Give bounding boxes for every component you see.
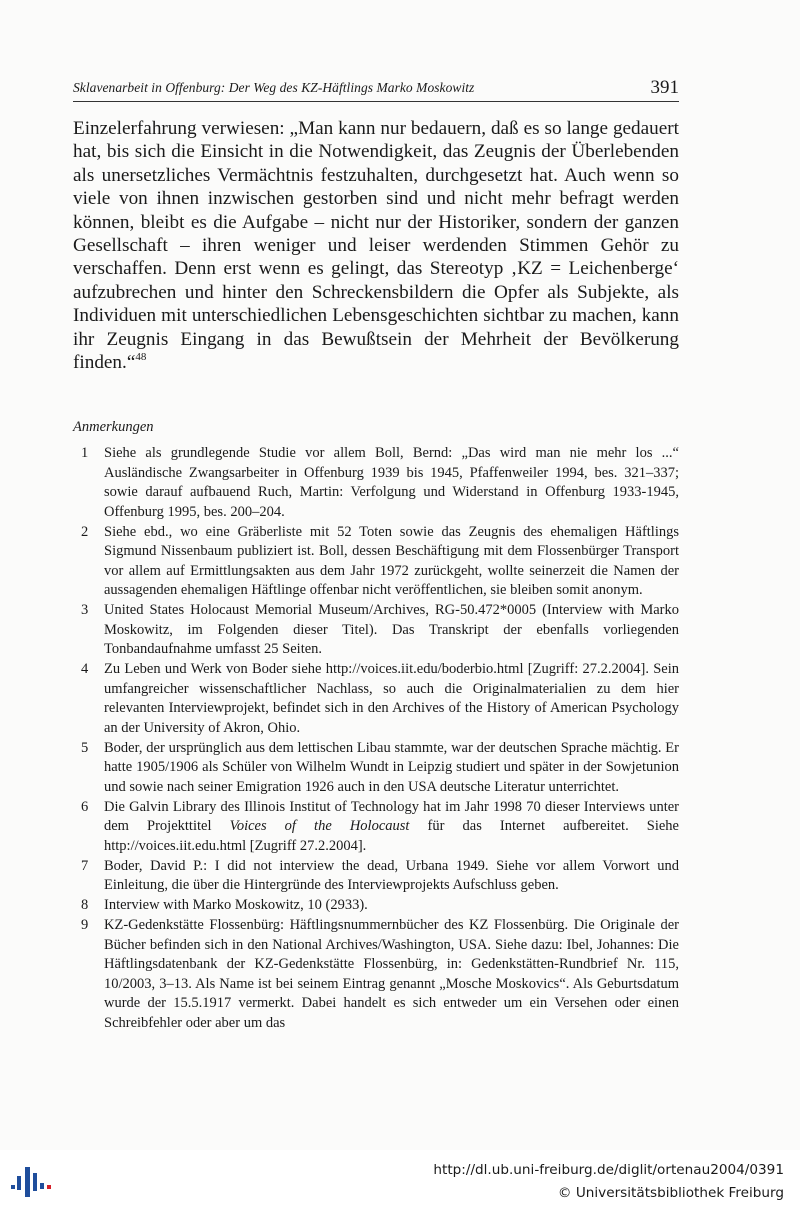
- footer-url-link[interactable]: http://dl.ub.uni-freiburg.de/diglit/ortenau2004/0391: [433, 1162, 784, 1178]
- running-head: [73, 76, 679, 102]
- notes-heading: Anmerkungen: [73, 419, 154, 435]
- note-text: Boder, David P.: I did not interview the dead, Urbana 1949. Siehe vor allem Vorwort und Einleitung, die über die Hintergründe des Interviewprojekts Aufschluss geben.: [104, 857, 679, 893]
- logo-bar: [33, 1173, 37, 1191]
- body-paragraph-text: Einzelerfahrung verwiesen: „Man kann nur bedauern, daß es so lange gedauert hat, bis sich die Einsicht in die Notwendigkeit, das Zeugnis der Überlebenden als unersetzliches Vermächtnis festzuhalten, durchgesetzt hat. Auch wenn so viele von ihnen inzwischen gestorben sind und nicht mehr befragt werden können, bleibt es die Aufgabe – nicht nur der Historiker, sondern der ganzen Gesellschaft – ihren weniger und leiser werdenden Stimmen Gehör zu verschaffen. Denn erst wenn es gelingt, das Stereotyp ‚KZ = Leichenberge‘ aufzubrechen und hinter den Schreckensbildern die Opfer als Subjekte, als Individuen mit unterschiedlichen Lebensgeschichten sichtbar zu machen, kann ihr Zeugnis Eingang in das Bewußtsein der Mehrheit der Bevölkerung finden.“: [73, 118, 679, 374]
- note-item: [73, 523, 679, 601]
- note-italic-title: Voices of the Holocaust: [229, 818, 410, 834]
- note-number: 7: [81, 857, 89, 874]
- note-text-part: für das Internet aufbereitet. Siehe http://voices.iit.edu.html [Zugriff 27.2.2004].: [104, 818, 679, 854]
- note-item: [73, 916, 679, 1033]
- running-title: Sklavenarbeit in Offenburg: Der Weg des KZ-Häftlings Marko Moskowitz: [73, 80, 475, 95]
- note-number: 3: [81, 602, 89, 618]
- logo-bar: [17, 1176, 21, 1190]
- note-number: 2: [81, 523, 89, 540]
- page-number: 391: [650, 77, 679, 98]
- footer-bar: [0, 1150, 800, 1212]
- note-text-part: Die Galvin Library des Illinois Institut of Technology hat im Jahr 1998 70 dieser Interviews unter dem Projekttitel: [104, 798, 679, 834]
- note-item: [73, 857, 679, 896]
- ub-freiburg-logo-icon[interactable]: [11, 1163, 51, 1199]
- note-number: 4: [81, 661, 89, 677]
- note-item: [73, 601, 679, 660]
- note-item: [73, 798, 679, 857]
- note-number: 9: [81, 917, 89, 933]
- note-item: [73, 444, 679, 522]
- note-item: [73, 660, 679, 738]
- footer-copyright: © Universitätsbibliothek Freiburg: [557, 1185, 784, 1201]
- note-number: 5: [81, 739, 89, 756]
- note-text: Boder, der ursprünglich aus dem lettischen Libau stammte, war der deutschen Sprache mächtig. Er hatte 1905/1906 als Schüler von Wilhelm Wundt in Leipzig studiert und später in der Sowjetunion und sowie nach seiner Emigration 1926 auch in den USA deutsche Literatur unterrichtet.: [104, 739, 679, 795]
- logo-bar: [11, 1185, 15, 1189]
- note-text: Interview with Marko Moskowitz, 10 (2933).: [104, 897, 368, 913]
- logo-bar: [25, 1167, 30, 1197]
- note-text: Zu Leben und Werk von Boder siehe http://voices.iit.edu/boderbio.html [Zugriff: 27.2.2004]. Sein umfangreicher wissenschaftlicher Nachlass, so auch die Originalmaterialien zu dem hier relevanten Interviewprojekt, befindet sich in den Archives of the History of American Psychology an der University of Akron, Ohio.: [104, 661, 679, 736]
- logo-accent: [47, 1185, 51, 1189]
- body-paragraph: [73, 117, 679, 374]
- note-number: 8: [81, 897, 89, 913]
- note-item: [73, 896, 679, 916]
- note-text: United States Holocaust Memorial Museum/Archives, RG-50.472*0005 (Interview with Marko Moskowitz, im Folgenden dieser Titel). Das Transkript der ebenfalls vorliegenden Tonbandaufnahme umfasst 25 Seiten.: [104, 602, 679, 657]
- note-number: 6: [81, 798, 89, 815]
- notes-list: [73, 444, 679, 1034]
- note-text: [104, 798, 679, 857]
- note-text: KZ-Gedenkstätte Flossenbürg: Häftlingsnummernbücher des KZ Flossenbürg. Die Originale der Bücher befinden sich in den National Archives/Washington, USA. Siehe dazu: Ibel, Johannes: Die Häftlingsdatenbank der KZ-Gedenkstätte Flossenbürg, in: Gedenkstätten-Rundbrief Nr. 115, 10/2003, 3–13. Als Name ist bei seinem Eintrag genannt „Mosche Moskovics“. Als Geburtsdatum wurde der 15.5.1917 vermerkt. Dabei handelt es sich entweder um ein Versehen oder einen Schreibfehler oder aber um das: [104, 917, 679, 1031]
- note-item: [73, 739, 679, 798]
- note-number: 1: [81, 445, 89, 461]
- note-text: Siehe ebd., wo eine Gräberliste mit 52 Toten sowie das Zeugnis des ehemaligen Häftlings Sigmund Nissenbaum publiziert ist. Boll, dessen Beschäftigung mit dem Flossenbürger Transport vor allem auf Ermittlungsakten aus dem Jahr 1972 zurückgeht, wollte seinerzeit die Namen der aussagenden ehemaligen Häftlinge offenbar nicht veröffentlichen, sie bleiben somit anonym.: [104, 523, 679, 598]
- note-text: Siehe als grundlegende Studie vor allem Boll, Bernd: „Das wird man nie mehr los ...“ Ausländische Zwangsarbeiter in Offenburg 1939 bis 1945, Pfaffenweiler 1994, bes. 321–337; sowie darauf aufbauend Ruch, Martin: Verfolgung und Widerstand in Offenburg 1933-1945, Offenburg 1995, bes. 200–204.: [104, 445, 679, 520]
- logo-bar: [40, 1183, 44, 1189]
- footnote-reference[interactable]: 48: [135, 350, 147, 363]
